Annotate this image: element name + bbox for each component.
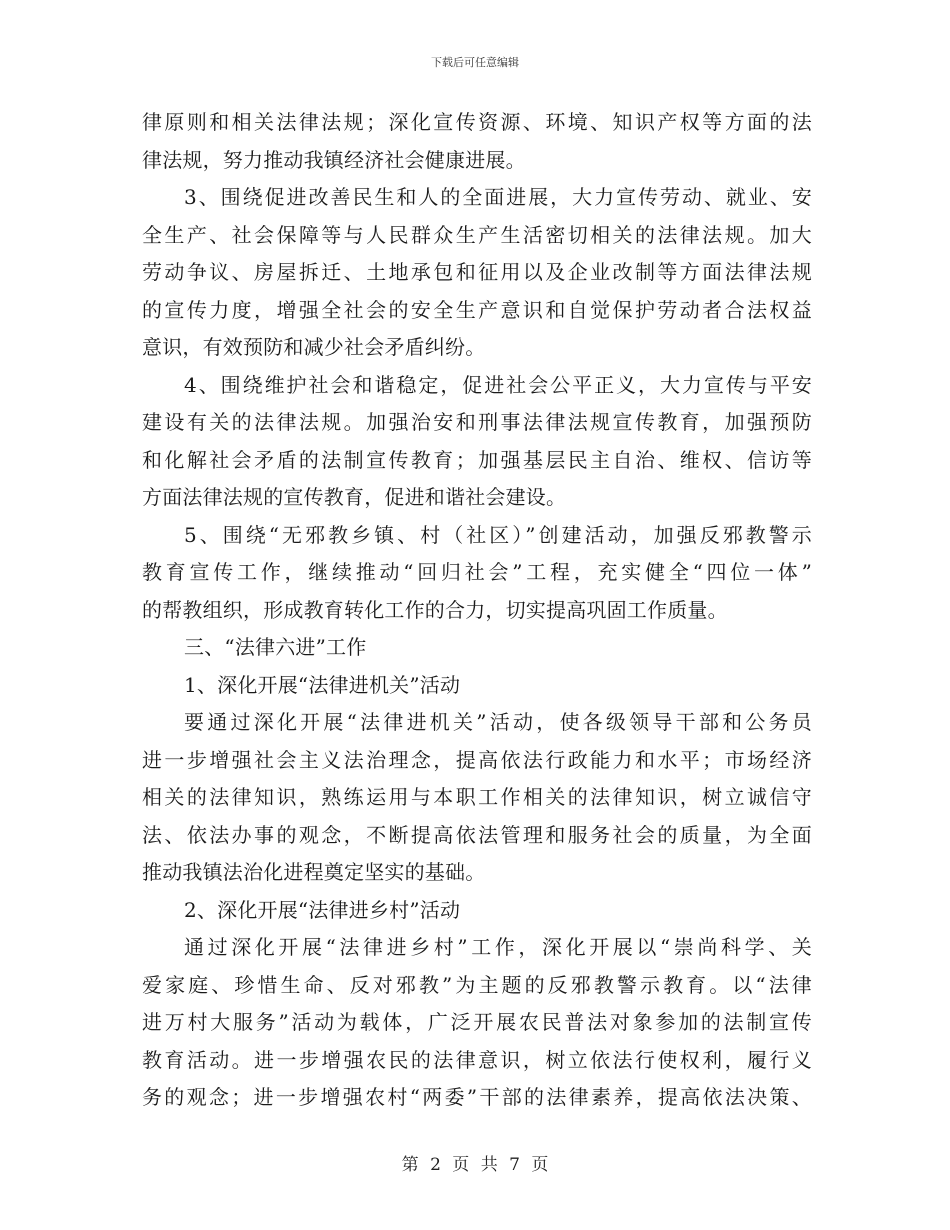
text-line: 教育宣传工作，继续推动“回归社会”工程，充实健全“四位一体” [142,560,812,584]
text-line: 法、依法办事的观念，不断提高依法管理和服务社会的质量，为全面 [142,822,812,847]
text-line: 意识，有效预防和减少社会矛盾纠纷。 [142,335,486,359]
text-line: 和化解社会矛盾的法制宣传教育；加强基层民主自治、维权、信访等 [142,447,812,472]
section-heading: 三、“法律六进”工作 [184,635,367,659]
subsection-heading: 1、深化开展“法律进机关”活动 [184,672,461,697]
text-line: 全生产、社会保障等与人民群众生产生活密切相关的法律法规。加大 [142,222,812,247]
paragraph-start-line: 通过深化开展“法律进乡村”工作，深化开展以“崇尚科学、关 [184,935,812,959]
text-line: 律法规，努力推动我镇经济社会健康进展。 [142,147,526,172]
paragraph-start-line: 4、围绕维护社会和谐稳定，促进社会公平正义，大力宣传与平安 [184,372,812,397]
text-line: 爱家庭、珍惜生命、反对邪教”为主题的反邪教警示教育。以“法律 [142,972,812,997]
text-line: 相关的法律知识，熟练运用与本职工作相关的法律知识，树立诚信守 [142,785,812,809]
text-line: 律原则和相关法律法规；深化宣传资源、环境、知识产权等方面的法 [142,110,812,134]
subsection-heading: 2、深化开展“法律进乡村”活动 [184,897,461,922]
text-line: 进万村大服务”活动为载体，广泛开展农民普法对象参加的法制宣传 [142,1010,812,1034]
paragraph-start-line: 要通过深化开展“法律进机关”活动，使各级领导干部和公务员 [184,710,812,734]
paragraph-start-line: 5、围绕“无邪教乡镇、村（社区）”创建活动，加强反邪教警示 [184,522,812,547]
text-line: 的帮教组织，形成教育转化工作的合力，切实提高巩固工作质量。 [142,597,728,622]
text-line: 建设有关的法律法规。加强治安和刑事法律法规宣传教育，加强预防 [142,410,812,434]
document-body [142,104,812,1117]
text-line: 进一步增强社会主义法治理念，提高依法行政能力和水平；市场经济 [142,747,812,772]
text-line: 推动我镇法治化进程奠定坚实的基础。 [142,860,486,884]
page-header-note: 下载后可任意编辑 [431,56,519,69]
text-line: 的宣传力度，增强全社会的安全生产意识和自觉保护劳动者合法权益 [142,297,812,322]
text-line: 方面法律法规的宣传教育，促进和谐社会建设。 [142,485,567,509]
text-line: 教育活动。进一步增强农民的法律意识，树立依法行使权利，履行义 [142,1047,812,1072]
paragraph-start-line: 3、围绕促进改善民生和人的全面进展，大力宣传劳动、就业、安 [184,185,812,209]
text-line: 务的观念；进一步增强农村“两委”干部的法律素养，提高依法决策、 [142,1085,812,1109]
page-number-footer: 第 2 页 共 7 页 [401,1155,549,1175]
text-line: 劳动争议、房屋拆迁、土地承包和征用以及企业改制等方面法律法规 [142,260,812,284]
